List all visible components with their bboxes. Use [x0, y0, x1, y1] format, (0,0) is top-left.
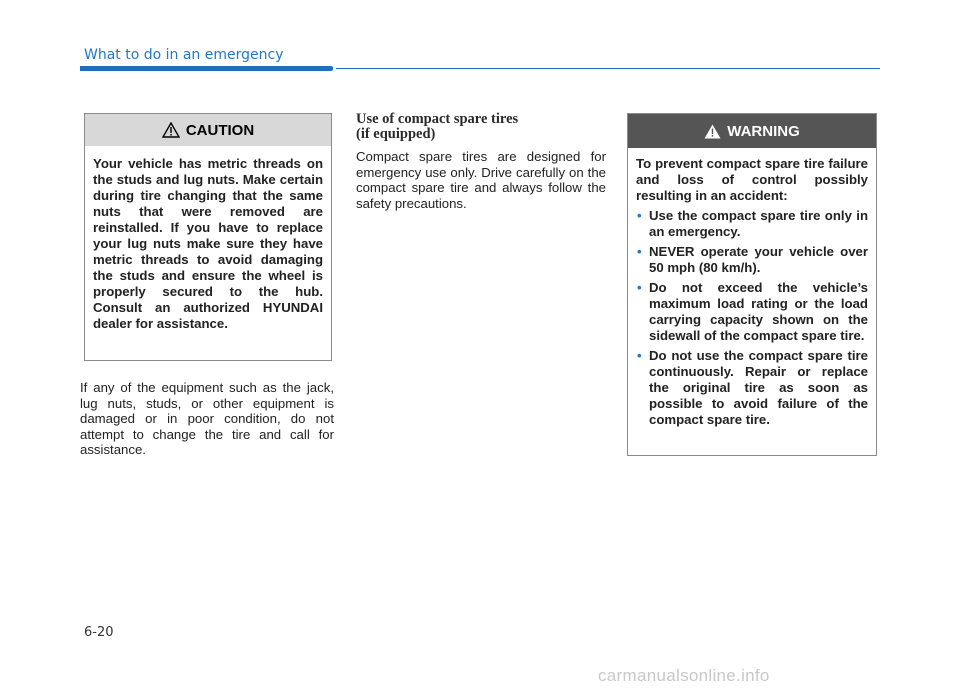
warning-intro: To prevent compact spare tire failure and loss of control possibly resulting in an accident:: [636, 156, 868, 203]
compact-spare-heading-line2: (if equipped): [356, 126, 436, 142]
warning-title: WARNING: [727, 122, 800, 140]
caution-box: [84, 113, 332, 361]
warning-body: [628, 148, 876, 428]
bullet-dot: •: [637, 208, 642, 223]
warning-triangle-filled-icon: [704, 124, 721, 139]
warning-triangle-outline-icon: [162, 122, 180, 138]
section-title: What to do in an emergency: [84, 47, 284, 63]
bullet-dot: •: [637, 280, 642, 295]
warning-bullet: [636, 244, 868, 276]
warning-bullet-text: Do not use the compact spare tire continuously. Repair or replace the original tire as soon as possible to avoid failure of the compact spare tire.: [649, 348, 868, 427]
header-rule-thick: [80, 66, 333, 71]
warning-box: [627, 113, 877, 456]
watermark: carmanualsonline.info: [598, 666, 770, 685]
warning-bullet-text: Do not exceed the vehicle’s maximum load rating or the load carrying capacity shown on the sidewall of the compact spare tire.: [649, 280, 868, 343]
warning-bullet-text: NEVER operate your vehicle over 50 mph (80 km/h).: [649, 244, 868, 275]
page-number: 6-20: [84, 625, 114, 640]
warning-bullet: [636, 280, 868, 344]
header-rule-thin: [336, 68, 880, 69]
warning-bullet-text: Use the compact spare tire only in an emergency.: [649, 208, 868, 239]
bullet-dot: •: [637, 244, 642, 259]
compact-spare-paragraph: Compact spare tires are designed for emergency use only. Drive carefully on the compact spare tire and always follow the safety precautions.: [356, 149, 606, 211]
warning-bullet: [636, 348, 868, 428]
caution-text: Your vehicle has metric threads on the studs and lug nuts. Make certain during tire changing that the same nuts that were removed are reinstalled. If you have to replace your lug nuts make sure they have metric threads to avoid damaging the studs and ensure the wheel is properly secured to the hub. Consult an authorized HYUNDAI dealer for assistance.: [93, 156, 323, 331]
compact-spare-heading-line1: Use of compact spare tires: [356, 111, 519, 127]
warning-header: [628, 114, 876, 148]
caution-header: [85, 114, 331, 146]
bullet-dot: •: [637, 348, 642, 363]
caution-title: CAUTION: [185, 121, 255, 139]
warning-bullet-list: [636, 208, 868, 428]
compact-spare-heading: [356, 112, 606, 142]
warning-bullet: [636, 208, 868, 240]
equipment-paragraph: If any of the equipment such as the jack, lug nuts, studs, or other equipment is damaged or in poor condition, do not attempt to change the tire and call for assistance.: [80, 380, 334, 458]
